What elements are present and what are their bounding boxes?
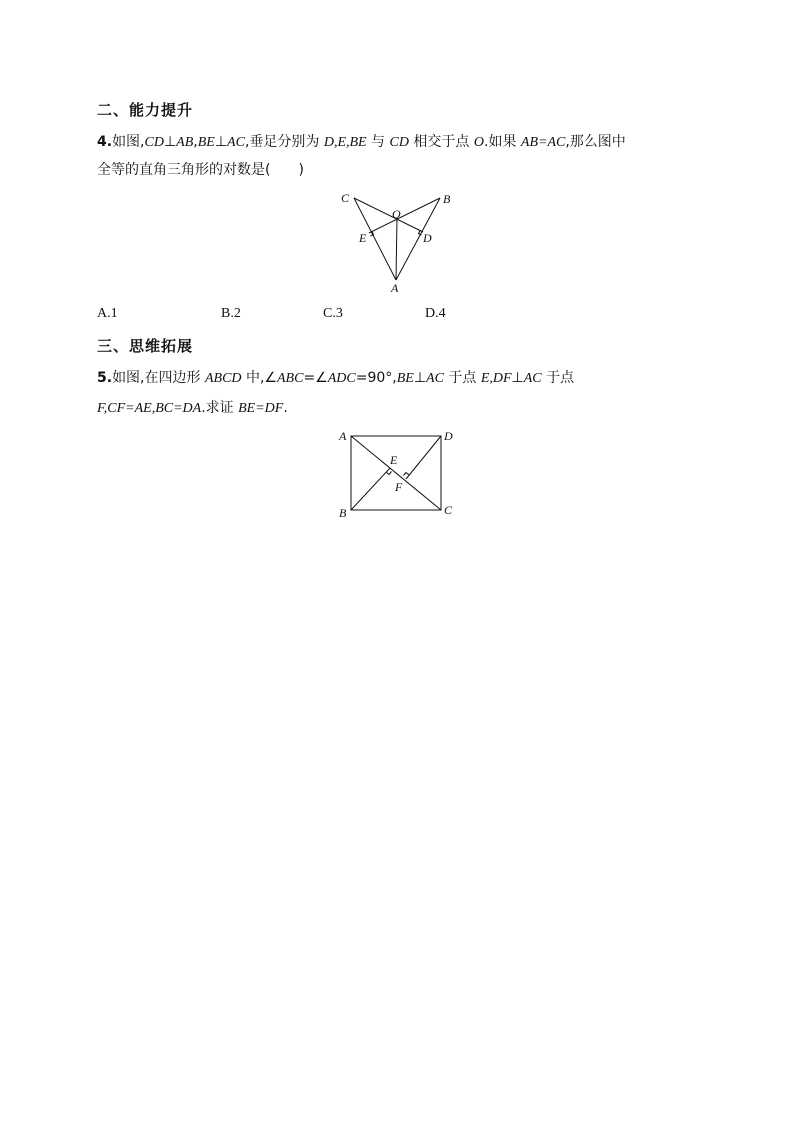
label-d: D xyxy=(423,231,432,245)
label-d: D xyxy=(444,429,453,443)
diagonal-ac xyxy=(351,436,441,510)
q4-math: O xyxy=(473,135,484,150)
segment-ao xyxy=(396,218,397,280)
q4-text: , xyxy=(193,134,198,150)
label-c: C xyxy=(341,191,350,205)
q4-math: D,E,BE xyxy=(323,135,367,150)
question-5-number: 5. xyxy=(97,370,113,386)
q4-math: AB xyxy=(176,135,194,150)
label-a: A xyxy=(391,281,399,295)
q5-math: AC xyxy=(523,371,542,386)
q4-text: 相交于点 xyxy=(408,134,474,150)
q4-text: 如图, xyxy=(112,134,145,150)
q4-math: BE xyxy=(197,135,215,150)
option-a[interactable]: A.1 xyxy=(97,306,118,321)
figure-q4-triangle xyxy=(338,188,458,296)
question-4-line-1 xyxy=(97,132,626,153)
section-title-thinking: 三、思维拓展 xyxy=(97,337,194,355)
q4-text: 与 xyxy=(366,134,390,150)
q5-text: 中,∠ xyxy=(241,370,277,386)
segment-be xyxy=(351,468,390,510)
question-4-number: 4. xyxy=(97,134,113,150)
q5-text: 于点 xyxy=(443,370,481,386)
question-5-line-1 xyxy=(97,368,574,389)
q5-math: ADC xyxy=(327,371,356,386)
q4-math: CD xyxy=(144,135,164,150)
q4-text: ⊥ xyxy=(163,134,177,150)
q5-math: F,CF=AE,BC=DA xyxy=(97,401,202,416)
q4-text: .如果 xyxy=(484,134,521,150)
q5-text: =∠ xyxy=(303,370,328,386)
label-b: B xyxy=(339,506,347,520)
option-c[interactable]: C.3 xyxy=(323,306,343,321)
q5-text: ⊥ xyxy=(413,370,427,386)
segment-df xyxy=(406,436,441,479)
q5-text: .求证 xyxy=(201,400,239,416)
label-c: C xyxy=(444,503,453,517)
label-b: B xyxy=(443,192,451,206)
section-title-ability: 二、能力提升 xyxy=(97,101,194,119)
q5-text: . xyxy=(283,400,288,416)
q5-math: E,DF xyxy=(480,371,512,386)
segment-cd xyxy=(354,198,423,232)
q5-text: 于点 xyxy=(541,370,575,386)
q5-math: BE xyxy=(396,371,414,386)
q5-math: BE=DF xyxy=(238,401,284,416)
q4-text: ,那么图中 xyxy=(565,134,626,150)
label-f: F xyxy=(395,480,403,494)
right-angle-mark-f xyxy=(404,473,410,476)
q5-math: AC xyxy=(426,371,444,386)
label-e: E xyxy=(390,453,398,467)
question-5-line-2 xyxy=(97,398,288,419)
segment-ab xyxy=(396,198,440,280)
segment-be xyxy=(369,198,440,233)
q5-text: 如图,在四边形 xyxy=(112,370,205,386)
option-b[interactable]: B.2 xyxy=(221,306,241,321)
label-a: A xyxy=(339,429,347,443)
q4-math: AB=AC xyxy=(520,135,566,150)
option-d[interactable]: D.4 xyxy=(425,306,446,321)
question-4-line-2: 全等的直角三角形的对数是( ) xyxy=(97,162,304,178)
label-o: O xyxy=(392,207,401,221)
label-e: E xyxy=(359,231,367,245)
q4-text: ⊥ xyxy=(214,134,228,150)
q5-math: ABC xyxy=(276,371,304,386)
q4-math: AC xyxy=(227,135,245,150)
q4-math: CD xyxy=(389,135,409,150)
q4-text: ,垂足分别为 xyxy=(244,134,324,150)
q5-text: ⊥ xyxy=(511,370,524,386)
q5-text: =90°, xyxy=(355,370,397,386)
q5-math: ABCD xyxy=(204,371,242,386)
figure-q5-quadrilateral xyxy=(336,424,462,522)
